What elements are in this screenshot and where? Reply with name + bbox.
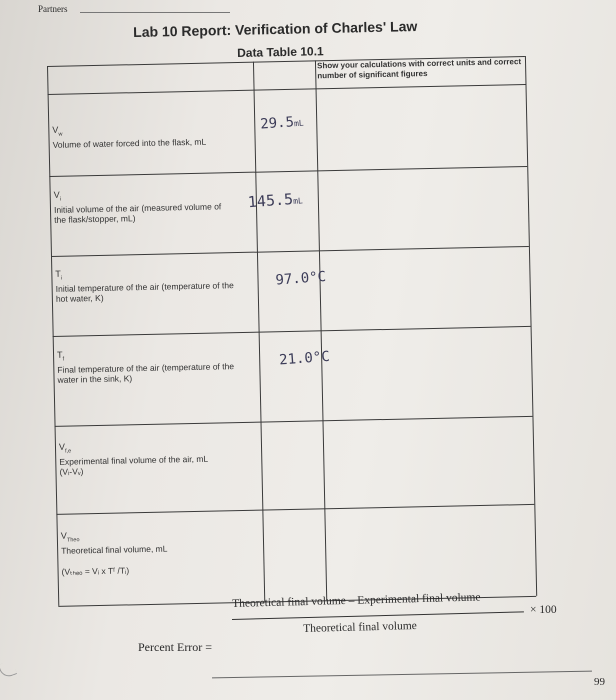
row-initial-volume-value: 145.5mL <box>247 189 304 212</box>
fraction-bar <box>232 611 524 620</box>
page-title: Lab 10 Report: Verification of Charles' Law <box>133 18 418 40</box>
row-volume-water-value: 29.5mL <box>259 114 304 133</box>
percent-error-label: Percent Error = <box>138 640 213 654</box>
page-number: 99 <box>594 676 605 688</box>
data-table <box>47 56 536 606</box>
percent-error-denominator: Theoretical final volume <box>303 620 417 635</box>
calc-column-header: Show your calculations with correct units and correct number of significant figures <box>316 57 522 81</box>
table-row-line <box>49 166 527 177</box>
table-row-line <box>56 504 534 515</box>
row-volume-water-label: $V_w$ Volume of water forced into the flask, mL <box>52 124 207 150</box>
row-initial-temp-label: $T_i$ Initial temperature of the air (temperature of the hot water, K) <box>55 268 234 305</box>
row-initial-temp-value: 97.0°C <box>274 268 327 289</box>
page-bottom-rule <box>212 671 592 679</box>
table-row-line <box>53 326 531 337</box>
row-theoretical-volume-label: $V_{Theo}$ Theoretical final volume, mL (Vₜₕₑₒ = Vᵢ x Tᶠ /Tᵢ) <box>60 530 168 577</box>
partners-label: Partners <box>38 4 68 14</box>
table-row-line <box>51 246 529 257</box>
row-final-temp-value: 21.0°C <box>278 348 331 369</box>
table-title: Data Table 10.1 <box>237 44 324 60</box>
percent-error-numerator: Theoretical final volume – Experimental final volume <box>232 591 481 610</box>
percent-error-multiplier: × 100 <box>530 604 557 616</box>
row-experimental-volume-label: $V_{f,e}$ Experimental final volume of the air, mL (Vᵢ-Vᵥ) <box>58 441 209 478</box>
row-final-temp-label: $T_f$ Final temperature of the air (temperature of the water in the sink, K) <box>56 349 235 386</box>
partners-blank-line <box>80 12 230 13</box>
row-initial-volume-label: $V_i$ Initial volume of the air (measured volume of the flask/stopper, mL) <box>53 189 222 226</box>
table-row-line <box>55 416 533 427</box>
margin-pencil-mark <box>0 660 17 679</box>
table-row-line <box>48 84 526 95</box>
